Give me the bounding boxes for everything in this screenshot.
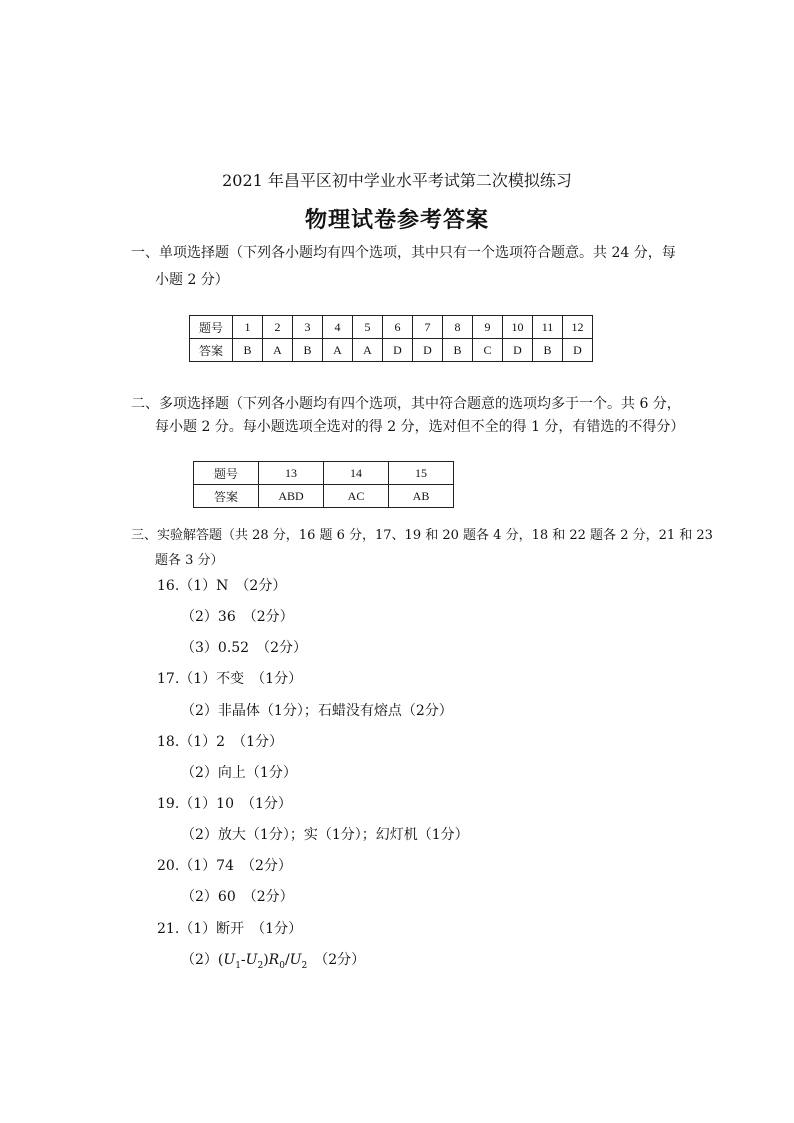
- formula-u1: U: [223, 952, 236, 968]
- multiple-choice-answer-table: [193, 461, 454, 508]
- answer-line-18-2: （2）向上（1分）: [181, 765, 297, 781]
- section3-heading: 三、实验解答题（共 28 分，16 题 6 分，17、19 和 20 题各 4 分，18 和 22 题各 2 分，21 和 23: [131, 528, 713, 543]
- question-number: 4: [323, 316, 353, 339]
- answer-cell: AB: [389, 485, 454, 508]
- answer-line-18-1: 18.（1）2 （1分）: [157, 734, 283, 750]
- answer-line-16-1: 16.（1）N （2分）: [157, 578, 287, 594]
- answer-line-20-2: （2）60 （2分）: [181, 889, 294, 905]
- formula-prefix: （2）(: [181, 952, 224, 968]
- formula-u1-sub: 1: [235, 960, 241, 971]
- table-row: [190, 339, 593, 362]
- section1-heading-cont: 小题 2 分）: [155, 272, 229, 288]
- question-number: 9: [473, 316, 503, 339]
- answer-cell: B: [443, 339, 473, 362]
- answer-cell: A: [323, 339, 353, 362]
- answer-line-20-1: 20.（1）74 （2分）: [157, 858, 292, 874]
- formula-u3: U: [289, 952, 302, 968]
- answer-line-19-1: 19.（1）10 （1分）: [157, 796, 292, 812]
- table-row: [194, 462, 454, 485]
- section1-heading: 一、单项选择题（下列各小题均有四个选项，其中只有一个选项符合题意。共 24 分，每: [131, 245, 676, 261]
- answer-cell: AC: [324, 485, 389, 508]
- formula-minus: -: [240, 952, 246, 968]
- answer-cell: A: [353, 339, 383, 362]
- answer-line-17-2: （2）非晶体（1分）；石蜡没有熔点（2分）: [181, 703, 453, 719]
- answer-line-16-3: （3）0.52 （2分）: [181, 640, 307, 656]
- answer-line-19-2: （2）放大（1分）；实（1分）；幻灯机（1分）: [181, 827, 469, 843]
- section2-heading: 二、多项选择题（下列各小题均有四个选项，其中符合题意的选项均多于一个。共 6 分，: [131, 396, 681, 412]
- answer-cell: A: [263, 339, 293, 362]
- question-number: 8: [443, 316, 473, 339]
- question-number: 10: [503, 316, 533, 339]
- question-number: 12: [563, 316, 593, 339]
- table-header-label: 题号: [194, 462, 259, 485]
- answer-line-16-2: （2）36 （2分）: [181, 609, 294, 625]
- table-answer-label: 答案: [190, 339, 233, 362]
- answer-cell: D: [563, 339, 593, 362]
- question-number: 2: [263, 316, 293, 339]
- question-number: 14: [324, 462, 389, 485]
- formula-u2: U: [245, 952, 258, 968]
- question-number: 7: [413, 316, 443, 339]
- answer-cell: D: [413, 339, 443, 362]
- question-number: 5: [353, 316, 383, 339]
- table-header-label: 题号: [190, 316, 233, 339]
- formula-r0: R: [268, 952, 280, 968]
- formula-u3-sub: 2: [301, 960, 308, 971]
- answer-line-17-1: 17.（1）不变 （1分）: [157, 671, 303, 687]
- table-row: [190, 316, 593, 339]
- answer-cell: B: [533, 339, 563, 362]
- answer-cell: B: [233, 339, 263, 362]
- question-number: 6: [383, 316, 413, 339]
- answer-cell: D: [503, 339, 533, 362]
- formula-r0-sub: 0: [279, 960, 285, 971]
- answer-cell: D: [383, 339, 413, 362]
- question-number: 11: [533, 316, 563, 339]
- exam-title: 2021 年昌平区初中学业水平考试第二次模拟练习: [222, 171, 572, 190]
- table-answer-label: 答案: [194, 485, 259, 508]
- question-number: 3: [293, 316, 323, 339]
- answer-cell: ABD: [259, 485, 324, 508]
- formula-score: （2分）: [307, 952, 366, 968]
- question-number: 15: [389, 462, 454, 485]
- section2-heading-cont: 每小题 2 分。每小题选项全选对的得 2 分，选对但不全的得 1 分，有错选的不得分）: [155, 419, 685, 435]
- answer-key-title: 物理试卷参考答案: [304, 207, 489, 233]
- question-number: 13: [259, 462, 324, 485]
- answer-line-21-2-formula: [181, 949, 365, 971]
- question-number: 1: [233, 316, 263, 339]
- formula-close-paren: ): [263, 952, 269, 968]
- section3-heading-cont: 题各 3 分）: [155, 553, 224, 568]
- table-row: [194, 485, 454, 508]
- formula-u2-sub: 2: [257, 960, 264, 971]
- single-choice-answer-table: [189, 315, 593, 362]
- formula-slash: /: [284, 952, 290, 968]
- answer-cell: C: [473, 339, 503, 362]
- answer-line-21-1: 21.（1）断开 （1分）: [157, 921, 303, 937]
- answer-cell: B: [293, 339, 323, 362]
